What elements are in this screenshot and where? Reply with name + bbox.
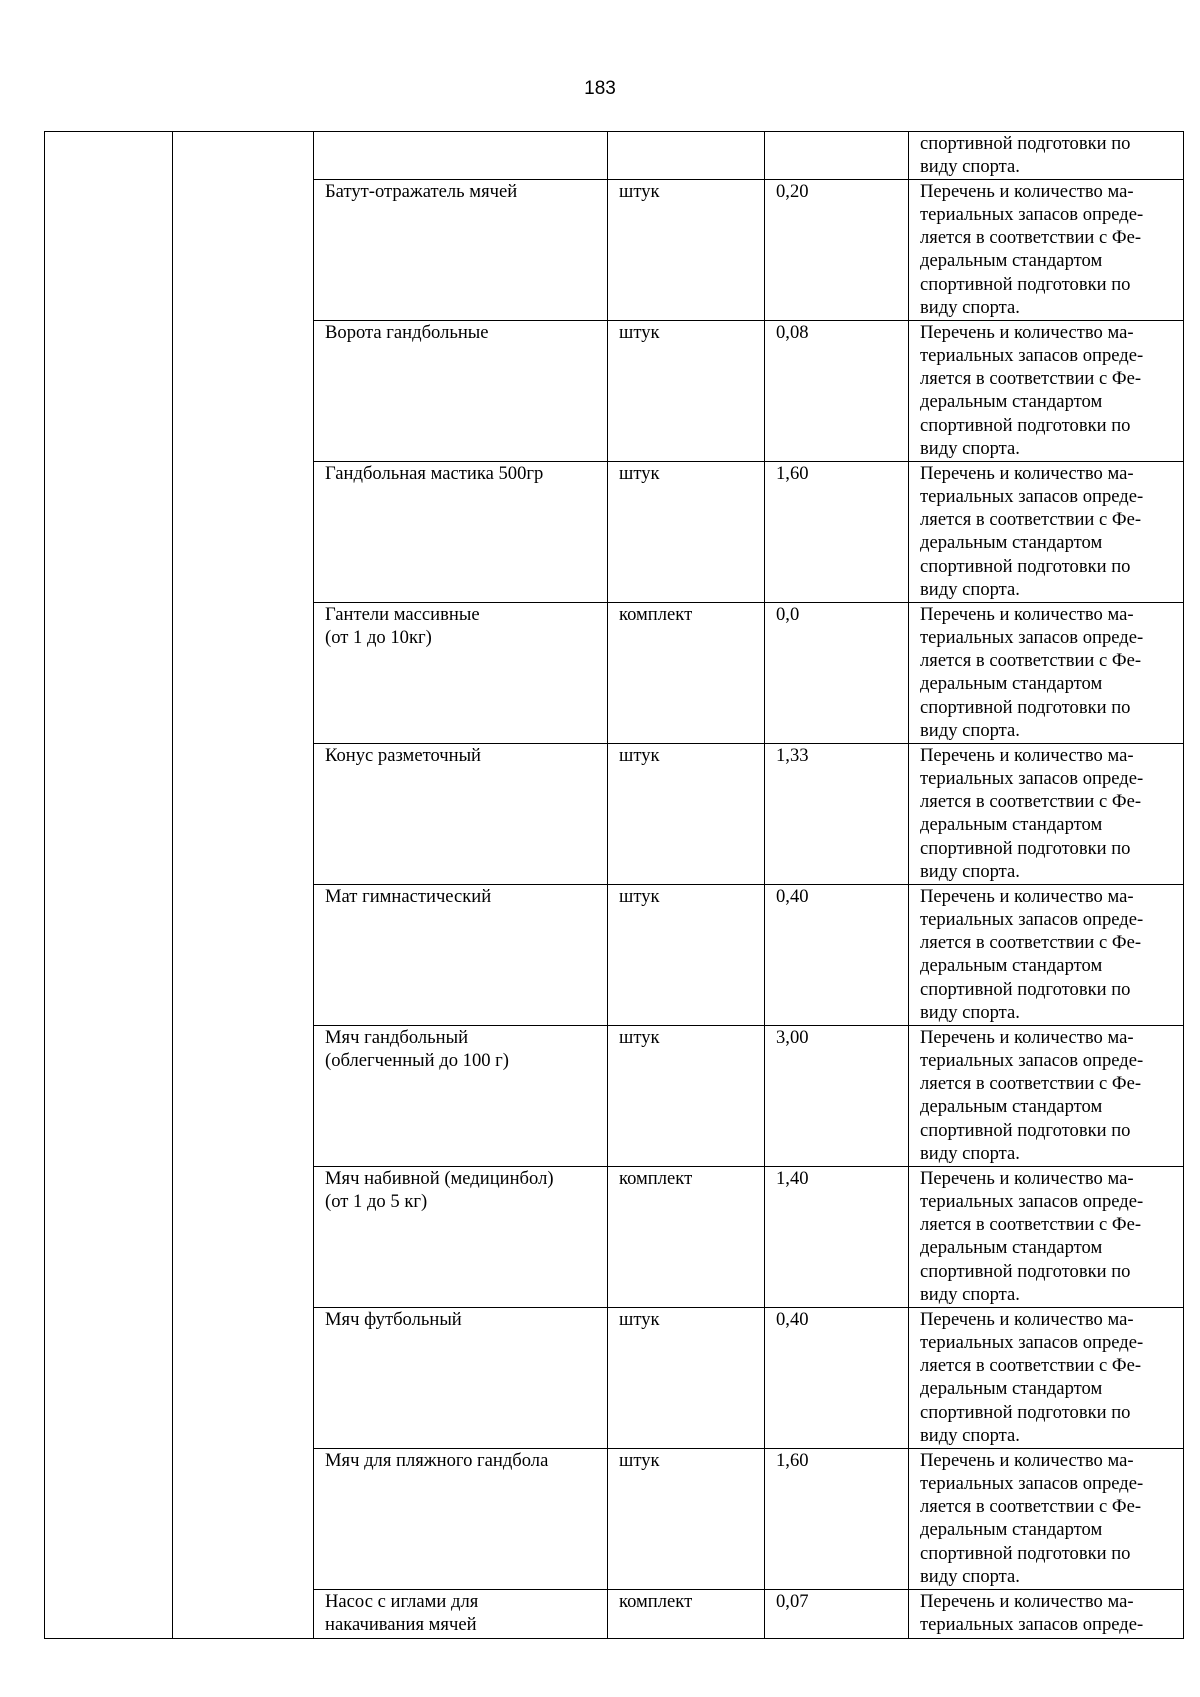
note-cell [909,1025,1184,1166]
note-cell [909,1307,1184,1448]
note-text: Перечень и количество ма- териальных запасов опреде- ляется в соответствии с Фе- деральным стандартом спортивной подготовки по виду спорта. [920,1308,1144,1447]
unit-cell [608,1166,765,1307]
note-text: Перечень и количество ма- териальных запасов опреде- ляется в соответствии с Фе- деральным стандартом спортивной подготовки по виду спорта. [920,1449,1144,1588]
item-name-cell [314,1448,608,1589]
item-name-cell [314,1307,608,1448]
item-name-cell [314,320,608,461]
quantity-text: 0,08 [776,321,809,343]
quantity-cell [765,320,909,461]
quantity-text: 0,40 [776,1308,809,1330]
unit-cell [608,1025,765,1166]
unit-cell [608,132,765,180]
item-name-text: Ворота гандбольные [325,321,489,343]
unit-text: штук [619,180,660,202]
note-cell [909,132,1184,180]
unit-cell [608,461,765,602]
quantity-text: 0,07 [776,1590,809,1612]
note-text: Перечень и количество ма- териальных запасов опреде- ляется в соответствии с Фе- деральным стандартом спортивной подготовки по виду спорта. [920,603,1144,742]
item-name-text: Конус разметочный [325,744,482,766]
qty-cell [765,132,909,180]
item-name-text: Мат гимнастический [325,885,492,907]
equipment-table [44,131,1184,1639]
note-text: Перечень и количество ма- териальных запасов опреде- ляется в соответствии с Фе- деральным стандартом спортивной подготовки по виду спорта. [920,744,1144,883]
quantity-text: 1,33 [776,744,809,766]
unit-text: штук [619,1026,660,1048]
item-name-cell [314,461,608,602]
unit-text: штук [619,885,660,907]
note-cell [909,1448,1184,1589]
quantity-text: 3,00 [776,1026,809,1048]
item-name-text: Мяч гандбольный (облегченный до 100 г) [325,1026,510,1071]
quantity-cell [765,1589,909,1638]
item-name-cell [314,1589,608,1638]
unit-cell [608,320,765,461]
quantity-cell [765,602,909,743]
unit-text: штук [619,462,660,484]
quantity-cell [765,179,909,320]
item-name-text: Батут-отражатель мячей [325,180,518,202]
unit-text: комплект [619,603,693,625]
note-text: Перечень и количество ма- териальных запасов опреде- ляется в соответствии с Фе- деральным стандартом спортивной подготовки по виду спорта. [920,1167,1144,1306]
unit-cell [608,1307,765,1448]
item-name-cell [314,1166,608,1307]
table-row-continuation [45,132,1184,180]
col-1-cell [45,132,173,1639]
item-name-text: Мяч набивной (медицинбол) (от 1 до 5 кг) [325,1167,554,1212]
item-name-cell [314,602,608,743]
quantity-text: 0,20 [776,180,809,202]
item-name-cell [314,743,608,884]
unit-text: штук [619,1449,660,1471]
quantity-text: 1,60 [776,462,809,484]
unit-cell [608,602,765,743]
note-cell [909,884,1184,1025]
quantity-cell [765,1166,909,1307]
unit-text: штук [619,1308,660,1330]
unit-text: комплект [619,1590,693,1612]
note-text: Перечень и количество ма- териальных запасов опреде- ляется в соответствии с Фе- деральным стандартом спортивной подготовки по виду спорта. [920,321,1144,460]
quantity-text: 1,60 [776,1449,809,1471]
note-cell [909,179,1184,320]
note-cell [909,1589,1184,1638]
note-text: спортивной подготовки по виду спорта. [920,133,1131,178]
quantity-cell [765,1025,909,1166]
unit-text: штук [619,321,660,343]
note-cell [909,461,1184,602]
unit-cell [608,884,765,1025]
note-cell [909,320,1184,461]
note-text: Перечень и количество ма- териальных запасов опреде- ляется в соответствии с Фе- деральным стандартом спортивной подготовки по виду спорта. [920,885,1144,1024]
quantity-text: 1,40 [776,1167,809,1189]
quantity-cell [765,743,909,884]
quantity-cell [765,1448,909,1589]
unit-cell [608,1448,765,1589]
item-name-cell [314,884,608,1025]
unit-cell [608,1589,765,1638]
note-text: Перечень и количество ма- териальных запасов опреде- ляется в соответствии с Фе- деральным стандартом спортивной подготовки по виду спорта. [920,180,1144,319]
item-name-text: Гандбольная мастика 500гр [325,462,544,484]
unit-cell [608,179,765,320]
item-name-cell [314,132,608,180]
unit-text: штук [619,744,660,766]
quantity-cell [765,884,909,1025]
col-2-cell [173,132,314,1639]
item-name-text: Мяч футбольный [325,1308,462,1330]
note-text: Перечень и количество ма- териальных запасов опреде- [920,1590,1144,1635]
note-cell [909,602,1184,743]
quantity-cell [765,1307,909,1448]
note-text: Перечень и количество ма- териальных запасов опреде- ляется в соответствии с Фе- деральным стандартом спортивной подготовки по виду спорта. [920,462,1144,601]
note-cell [909,743,1184,884]
item-name-text: Насос с иглами для накачивания мячей [325,1590,479,1635]
note-cell [909,1166,1184,1307]
quantity-text: 0,40 [776,885,809,907]
item-name-text: Гантели массивные (от 1 до 10кг) [325,603,480,648]
quantity-cell [765,461,909,602]
note-text: Перечень и количество ма- териальных запасов опреде- ляется в соответствии с Фе- деральным стандартом спортивной подготовки по виду спорта. [920,1026,1144,1165]
item-name-cell [314,179,608,320]
quantity-text: 0,0 [776,603,800,625]
item-name-text: Мяч для пляжного гандбола [325,1449,549,1471]
page-number: 183 [584,78,616,99]
unit-cell [608,743,765,884]
unit-text: комплект [619,1167,693,1189]
item-name-cell [314,1025,608,1166]
